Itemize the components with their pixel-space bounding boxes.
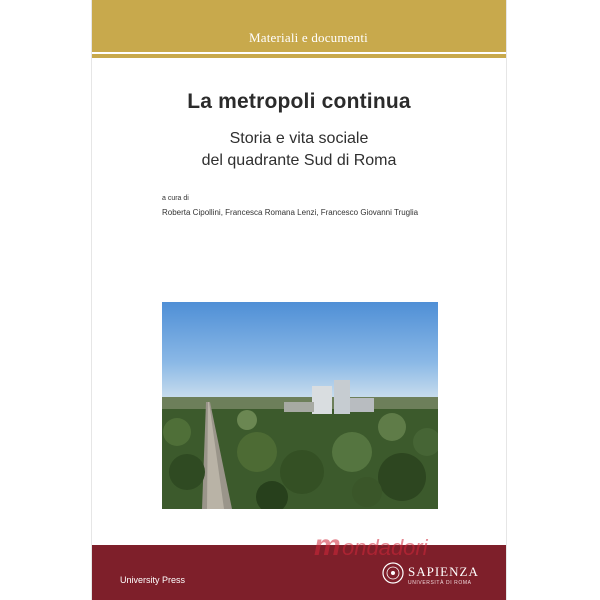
series-band (92, 0, 506, 52)
publisher-name: University Press (120, 575, 186, 585)
svg-text:ondadori: ondadori (342, 535, 428, 560)
cover-photo (162, 302, 438, 509)
university-logo-subtext: UNIVERSITÀ DI ROMA (408, 580, 472, 586)
editors-list: Roberta Cipollini, Francesca Romana Lenzi, Francesco Giovanni Truglia (162, 208, 419, 217)
series-label: Materiali e documenti (249, 30, 368, 45)
book-title: La metropoli continua (187, 90, 411, 113)
book-cover (91, 0, 507, 600)
series-divider (92, 54, 506, 58)
university-logo-text: SAPIENZA (408, 564, 479, 579)
book-subtitle-line-1: Storia e vita sociale (229, 130, 369, 147)
sapienza-seal-icon (382, 562, 404, 584)
curated-by-label: a cura di (162, 195, 189, 202)
svg-text:m: m (314, 529, 341, 562)
book-subtitle-line-2: del quadrante Sud di Roma (201, 152, 397, 169)
aerial-city-photo (162, 302, 438, 509)
mondadori-watermark-icon (310, 525, 520, 565)
